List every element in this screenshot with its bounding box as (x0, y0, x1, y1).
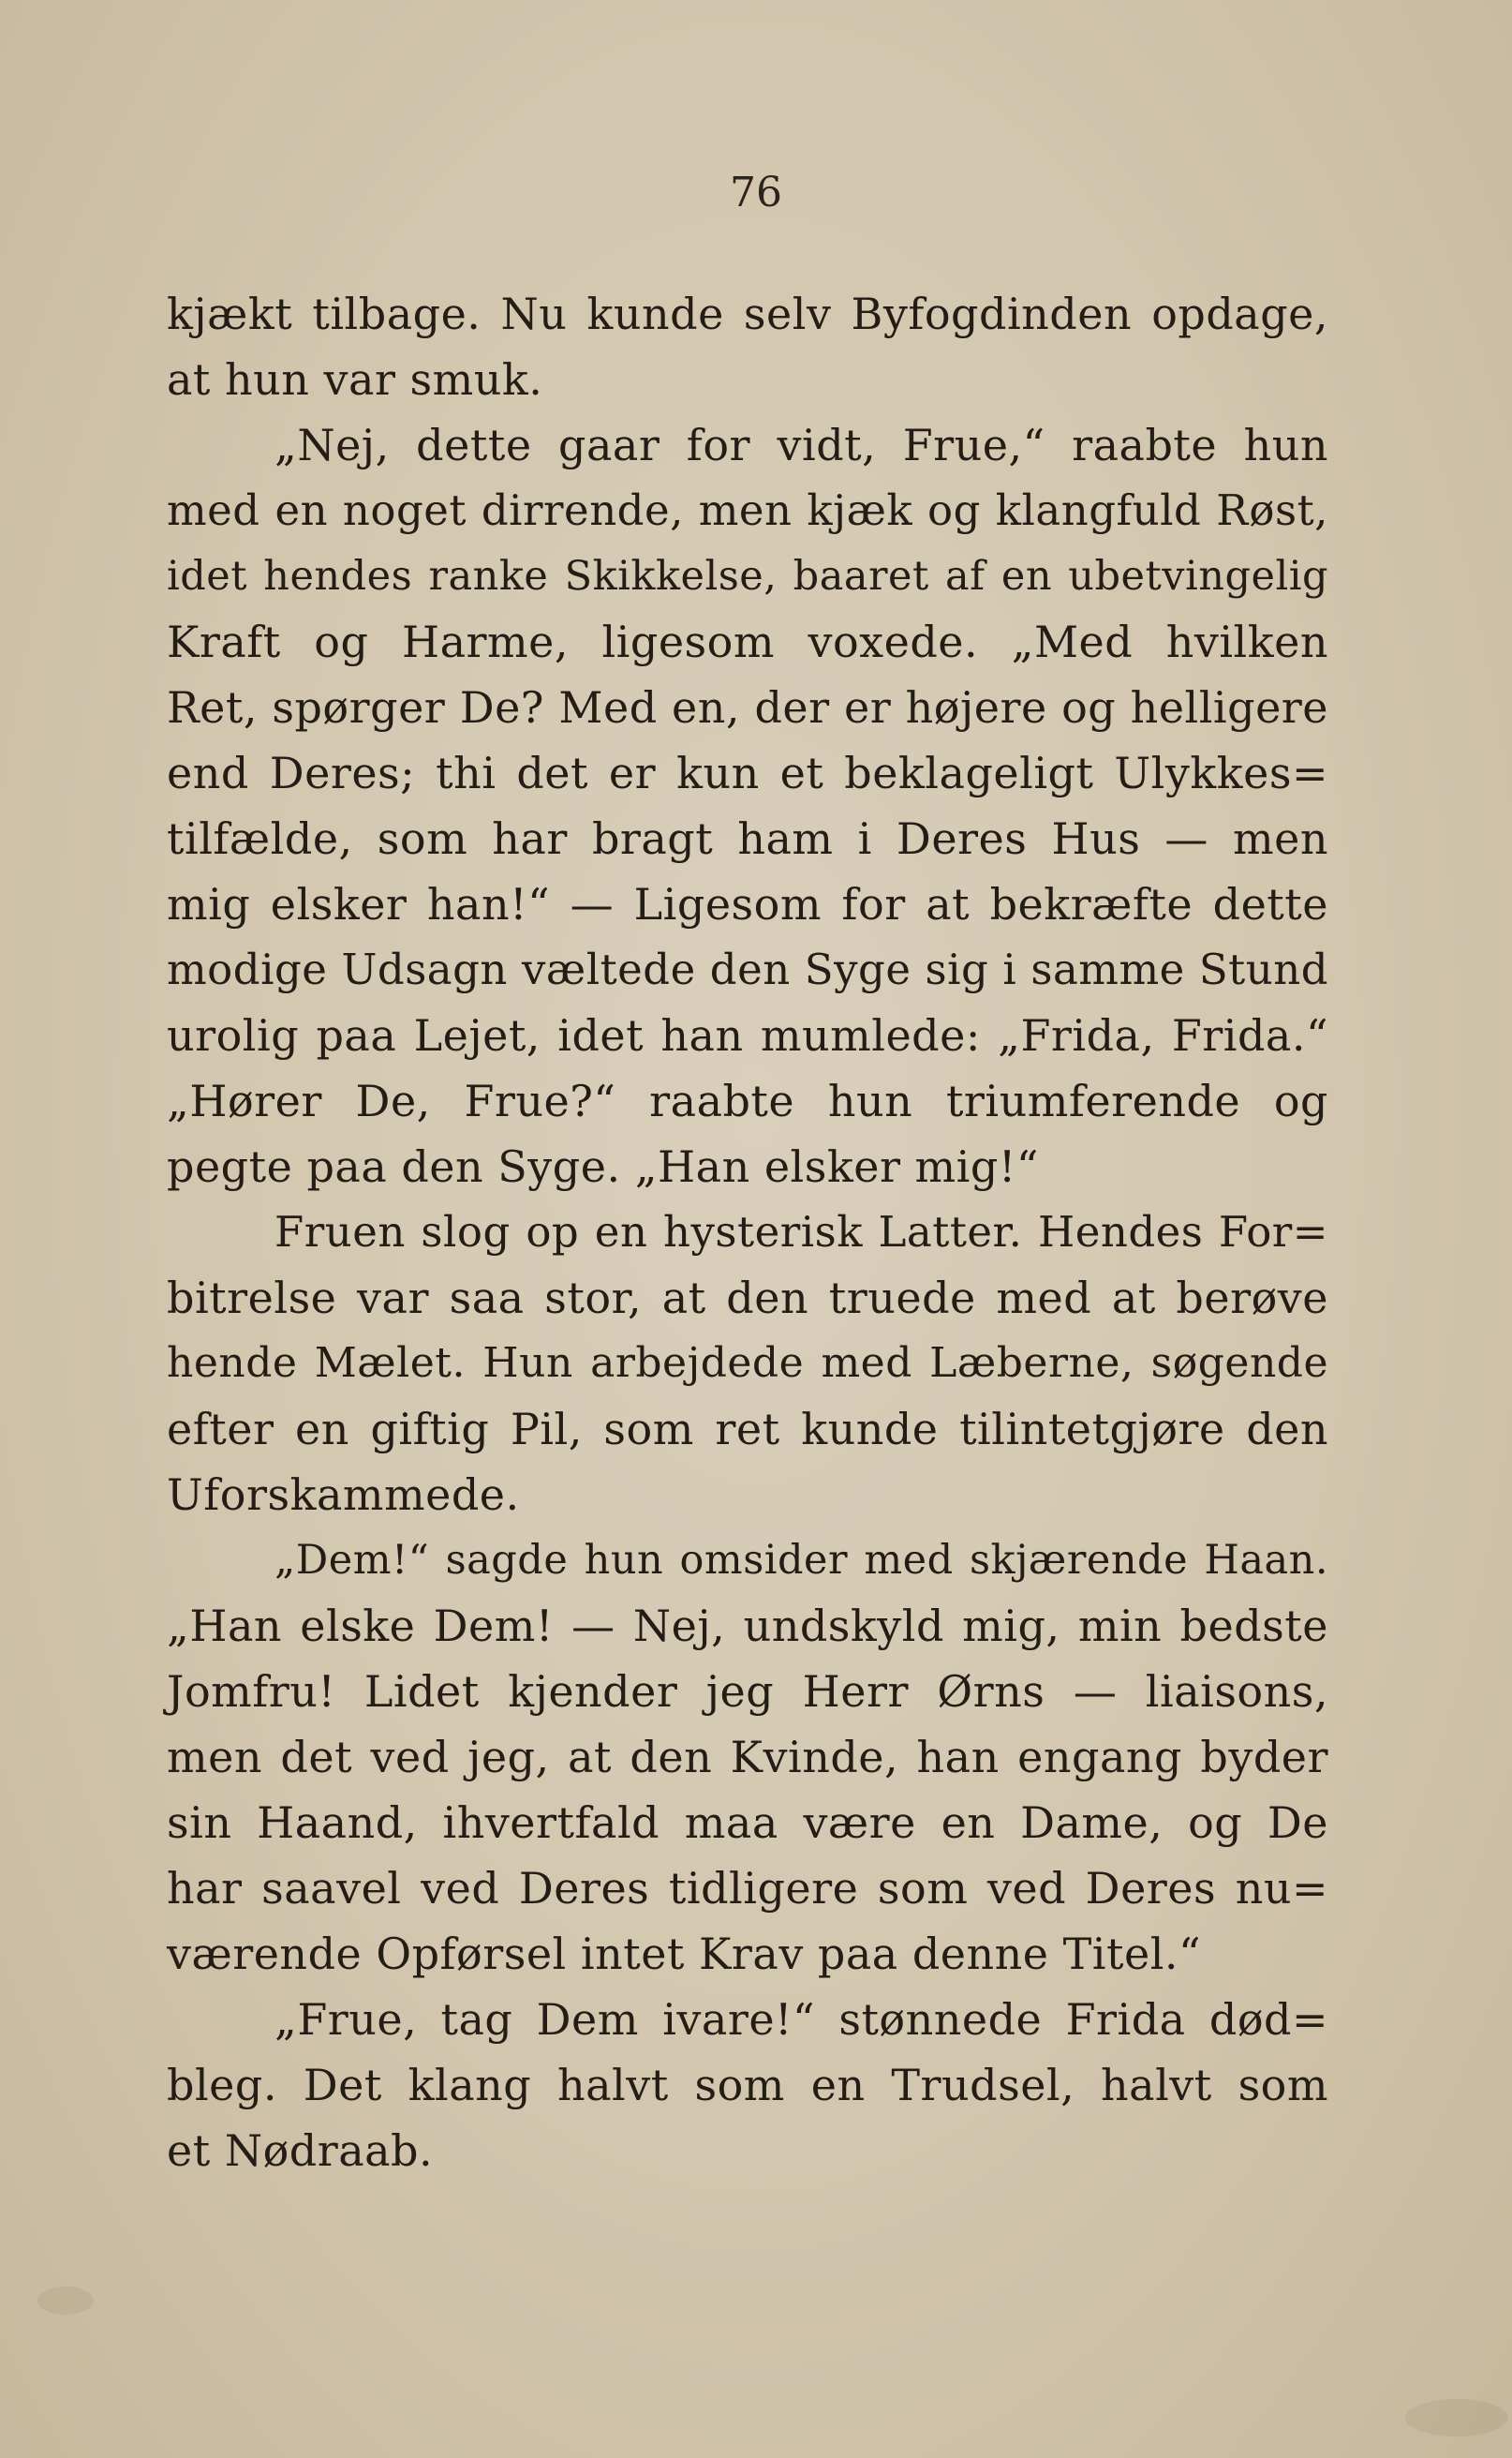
page-number: 76 (730, 169, 782, 216)
text-line: efter en giftig Pil, som ret kunde tilintetgjøre den (167, 1404, 1328, 1454)
text-line: modige Udsagn væltede den Syge sig i samme Stund (167, 945, 1328, 994)
text-line: Jomfru! Lidet kjender jeg Herr Ørns — liaisons, (167, 1666, 1328, 1717)
text-line: „Nej, dette gaar for vidt, Frue,“ raabte hun (274, 420, 1328, 470)
text-line: har saavel ved Deres tidligere som ved Deres nu= (167, 1863, 1328, 1914)
body-text (167, 281, 1328, 2183)
text-line: tilfælde, som har bragt ham i Deres Hus — men (167, 813, 1328, 864)
paper-stain (1405, 2399, 1508, 2436)
text-line: mig elsker han!“ — Ligesom for at bekræfte dette (167, 879, 1328, 930)
paper-stain (37, 2287, 94, 2315)
text-line: bitrelse var saa stor, at den truede med at berøve (167, 1273, 1328, 1323)
text-line: „Frue, tag Dem ivare!“ stønnede Frida død= (274, 1994, 1328, 2045)
text-line: Fruen slog op en hysterisk Latter. Hendes For= (274, 1207, 1328, 1257)
text-line: sin Haand, ihvertfald maa være en Dame, og De (167, 1797, 1328, 1848)
text-line: idet hendes ranke Skikkelse, baaret af en ubetvingelig (167, 553, 1328, 600)
text-line: med en noget dirrende, men kjæk og klangfuld Røst, (167, 485, 1328, 535)
text-line: Uforskammede. (167, 1469, 520, 1520)
text-line: hende Mælet. Hun arbejdede med Læberne, søgende (167, 1339, 1328, 1387)
text-line: urolig paa Lejet, idet han mumlede: „Frida, Frida.“ (167, 1010, 1328, 1061)
text-line: „Hører De, Frue?“ raabte hun triumferende og (167, 1076, 1328, 1126)
text-line: end Deres; thi det er kun et beklageligt Ulykkes= (167, 748, 1328, 798)
text-line: „Dem!“ sagde hun omsider med skjærende Haan. (274, 1537, 1328, 1584)
text-line: Ret, spørger De? Med en, der er højere og helligere (167, 682, 1328, 733)
text-line: kjækt tilbage. Nu kunde selv Byfogdinden opdage, (167, 289, 1328, 339)
text-line: værende Opførsel intet Krav paa denne Titel.“ (167, 1929, 1202, 1979)
text-line: men det ved jeg, at den Kvinde, han engang byder (167, 1732, 1328, 1782)
text-line: „Han elske Dem! — Nej, undskyld mig, min bedste (167, 1601, 1328, 1651)
text-line: Kraft og Harme, ligesom voxede. „Med hvilken (167, 617, 1328, 667)
text-line: pegte paa den Syge. „Han elsker mig!“ (167, 1141, 1039, 1192)
text-line: et Nødraab. (167, 2125, 434, 2176)
text-line: bleg. Det klang halvt som en Trudsel, halvt som (167, 2060, 1328, 2110)
text-line: at hun var smuk. (167, 354, 543, 405)
